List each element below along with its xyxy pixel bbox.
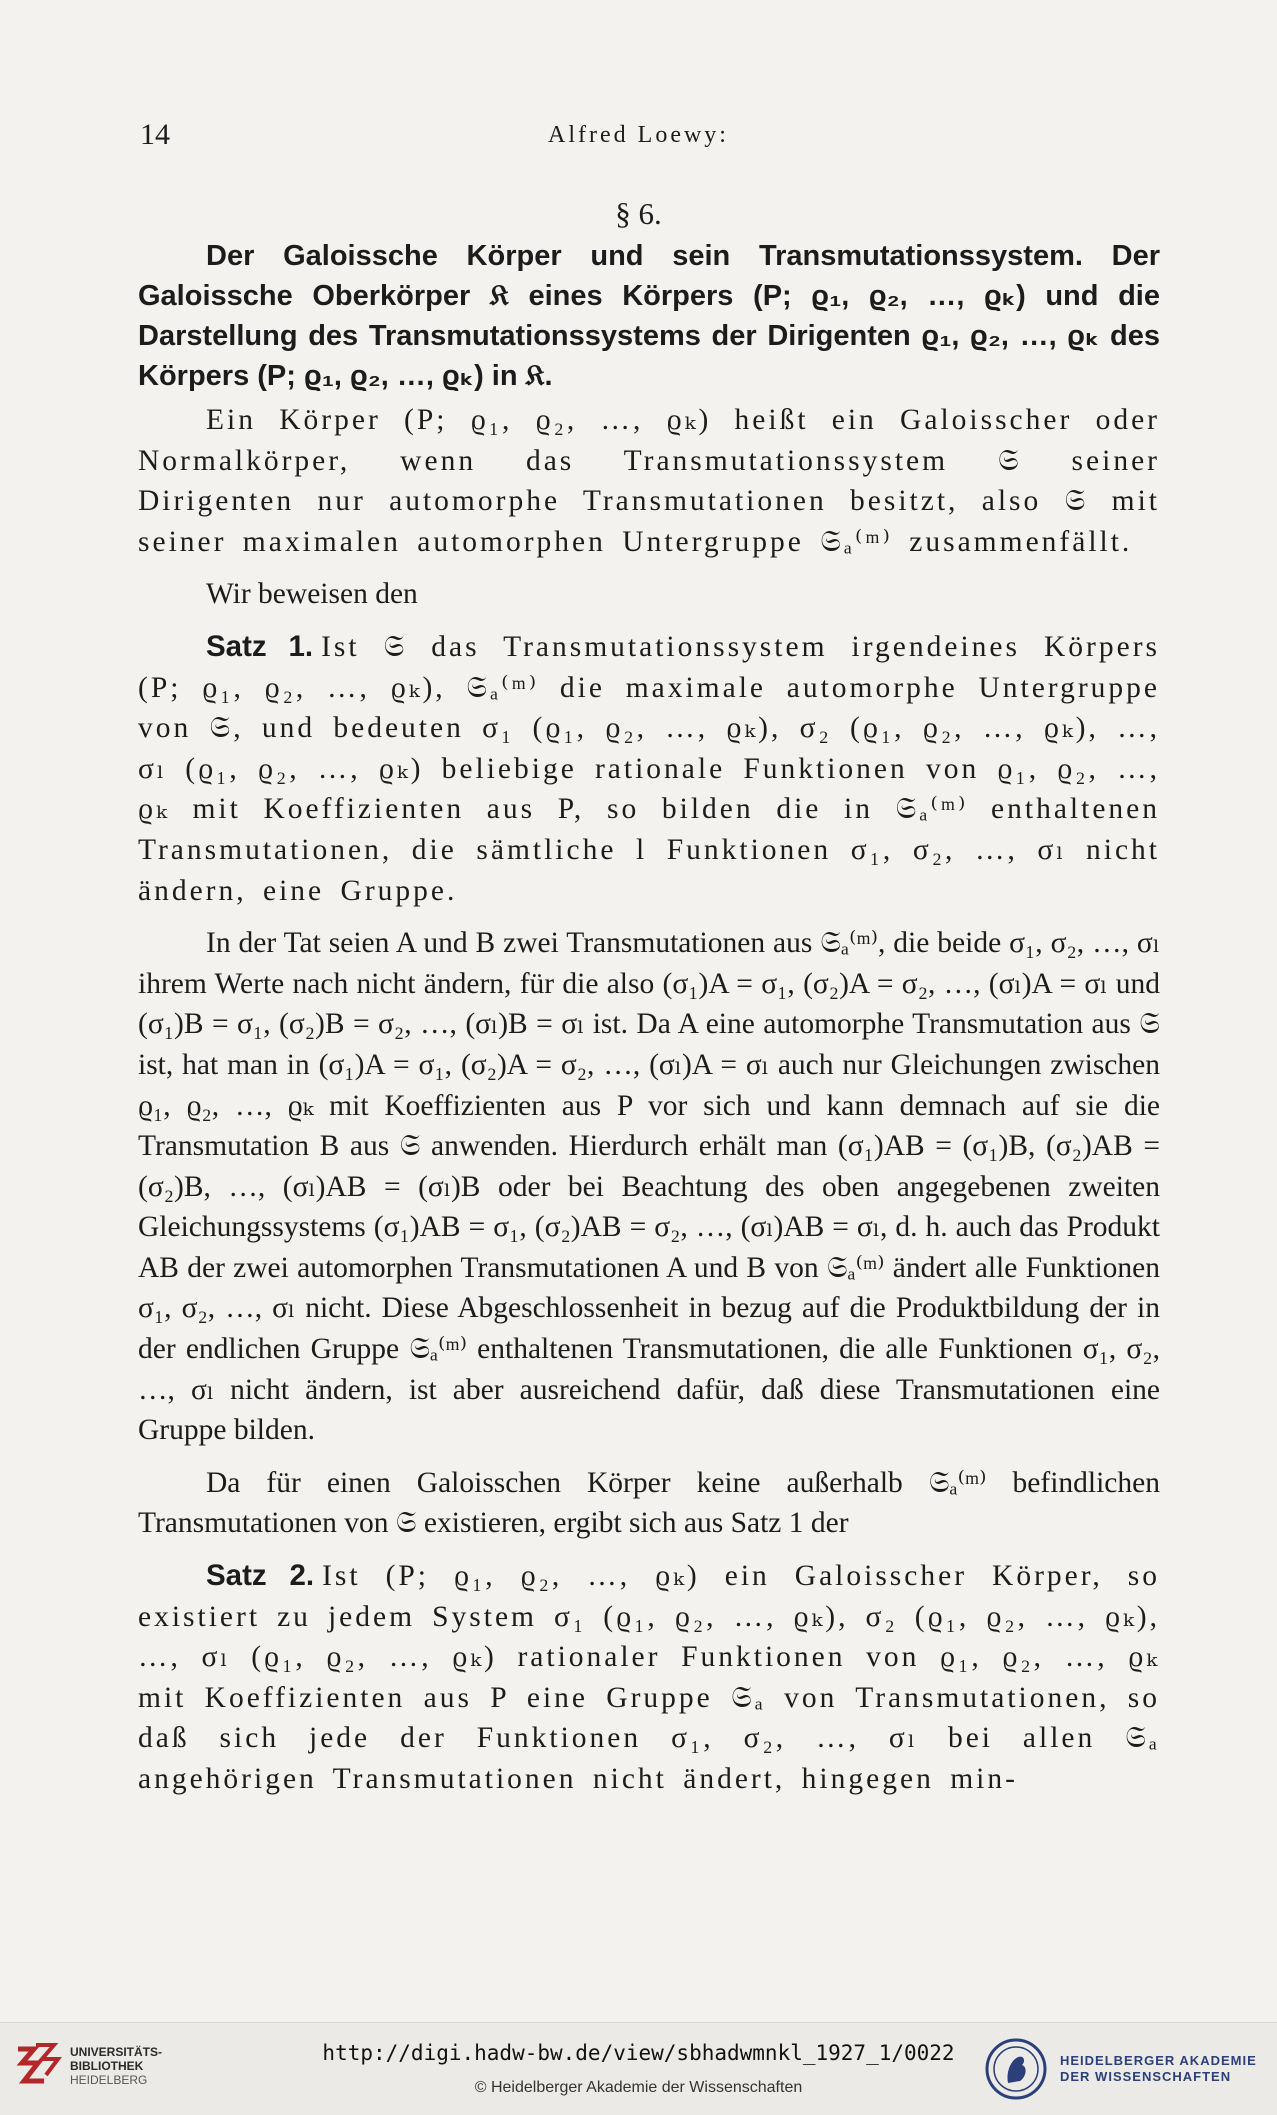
paragraph-definition: Ein Körper (P; ϱ₁, ϱ₂, …, ϱₖ) heißt ein Galoisscher oder Normalkörper, wenn das Transmutationssystem 𝔖 seiner Dirigenten nur automorphe Transmutationen besitzt, also 𝔖 mit seiner maximalen automorphen Untergruppe 𝔖ₐ⁽ᵐ⁾ zusammenfällt.	[138, 404, 1160, 558]
copyright-notice: © Heidelberger Akademie der Wissenschaften	[474, 2079, 803, 2096]
theorem-2-label: Satz 2.	[206, 1559, 315, 1593]
paragraph-proof: In der Tat seien A und B zwei Transmutationen aus 𝔖ₐ⁽ᵐ⁾, die beide σ₁, σ₂, …, σₗ ihrem Werte nach nicht ändern, für die also (σ₁)A = σ₁, (σ₂)A = σ₂, …, (σₗ)A = σₗ und (σ₁)B = σ₁, (σ₂)B = σ₂, …, (σₗ)B = σₗ ist. Da A eine automorphe Transmutation aus 𝔖 ist, hat man in (σ₁)A = σ₁, (σ₂)A = σ₂, …, (σₗ)A = σₗ auch nur Gleichungen zwischen ϱ₁, ϱ₂, …, ϱₖ mit Koeffizienten aus P vor sich und kann demnach auf sie die Transmutation B aus 𝔖 anwenden. Hierdurch erhält man (σ₁)AB = (σ₁)B, (σ₂)AB = (σ₂)B, …, (σₗ)AB = (σₗ)B oder bei Beachtung des oben angegebenen zweiten Gleichungssystems (σ₁)AB = σ₁, (σ₂)AB = σ₂, …, (σₗ)AB = σₗ, d. h. auch das Produkt AB der zwei automorphen Transmutationen A und B von 𝔖ₐ⁽ᵐ⁾ ändert alle Funktionen σ₁, σ₂, …, σₗ nicht. Diese Abgeschlossenheit in bezug auf die Produktbildung der in der endlichen Gruppe 𝔖ₐ⁽ᵐ⁾ enthaltenen Transmutationen, die alle Funktionen σ₁, σ₂, …, σₗ nicht ändern, ist aber ausreichend dafür, daß diese Transmutationen eine Gruppe bilden.	[138, 927, 1160, 1447]
academy-seal-icon	[984, 2037, 1048, 2101]
univ-line-1: UNIVERSITÄTS-	[70, 2045, 163, 2059]
paragraph-corollary-intro: Da für einen Galoisschen Körper keine außerhalb 𝔖ₐ⁽ᵐ⁾ befindlichen Transmutationen von 𝔖 existieren, ergibt sich aus Satz 1 der	[138, 1466, 1160, 1540]
paragraph-intro: Wir beweisen den	[206, 578, 418, 611]
page-number: 14	[140, 118, 170, 151]
theorem-1	[138, 627, 1160, 911]
theorem-1-label: Satz 1.	[206, 629, 314, 663]
section-heading-text: Der Galoissche Körper und sein Transmutationssystem. Der Galoissche Oberkörper 𝔎 eines Körpers (P; ϱ₁, ϱ₂, …, ϱₖ) und die Darstellung des Transmutationssystems der Dirigenten ϱ₁, ϱ₂, …, ϱₖ des Körpers (P; ϱ₁, ϱ₂, …, ϱₖ) in 𝔎.	[138, 240, 1160, 392]
academy-logo[interactable]	[984, 2037, 1274, 2101]
univ-line-3: HEIDELBERG	[70, 2073, 148, 2087]
theorem-2-text: Ist (P; ϱ₁, ϱ₂, …, ϱₖ) ein Galoisscher Körper, so existiert zu jedem System σ₁ (ϱ₁, ϱ₂, …, ϱₖ), σ₂ (ϱ₁, ϱ₂, …, ϱₖ), …, σₗ (ϱ₁, ϱ₂, …, ϱₖ) rationaler Funktionen von ϱ₁, ϱ₂, …, ϱₖ mit Koeffizienten aus P eine Gruppe 𝔖ₐ von Transmutationen, so daß sich jede der Funktionen σ₁, σ₂, …, σₗ bei allen 𝔖ₐ angehörigen Transmutationen nicht ändert, hingegen min-	[138, 1560, 1160, 1795]
section-heading	[138, 236, 1160, 396]
section-number: § 6.	[615, 196, 662, 231]
academy-line-1: HEIDELBERGER AKADEMIE	[1060, 2053, 1257, 2068]
permalink-url[interactable]: http://digi.hadw-bw.de/view/sbhadwmnkl_1927_1/0022	[322, 2041, 955, 2065]
theorem-2	[138, 1556, 1160, 1800]
academy-line-2: DER WISSENSCHAFTEN	[1060, 2069, 1232, 2084]
viewer-footer	[0, 2022, 1277, 2115]
theorem-1-text: Ist 𝔖 das Transmutationssystem irgendeines Körpers (P; ϱ₁, ϱ₂, …, ϱₖ), 𝔖ₐ⁽ᵐ⁾ die maximale automorphe Untergruppe von 𝔖, und bedeuten σ₁ (ϱ₁, ϱ₂, …, ϱₖ), σ₂ (ϱ₁, ϱ₂, …, ϱₖ), …, σₗ (ϱ₁, ϱ₂, …, ϱₖ) beliebige rationale Funktionen von ϱ₁, ϱ₂, …, ϱₖ mit Koeffizienten aus P, so bilden die in 𝔖ₐ⁽ᵐ⁾ enthaltenen Transmutationen, die sämtliche l Funktionen σ₁, σ₂, …, σₗ nicht ändern, eine Gruppe.	[138, 630, 1160, 907]
running-head	[140, 118, 1137, 158]
academy-name	[1060, 2053, 1257, 2085]
page-body	[138, 236, 1160, 1812]
running-head-author: Alfred Loewy:	[548, 122, 729, 148]
univ-line-2: BIBLIOTHEK	[70, 2059, 144, 2073]
